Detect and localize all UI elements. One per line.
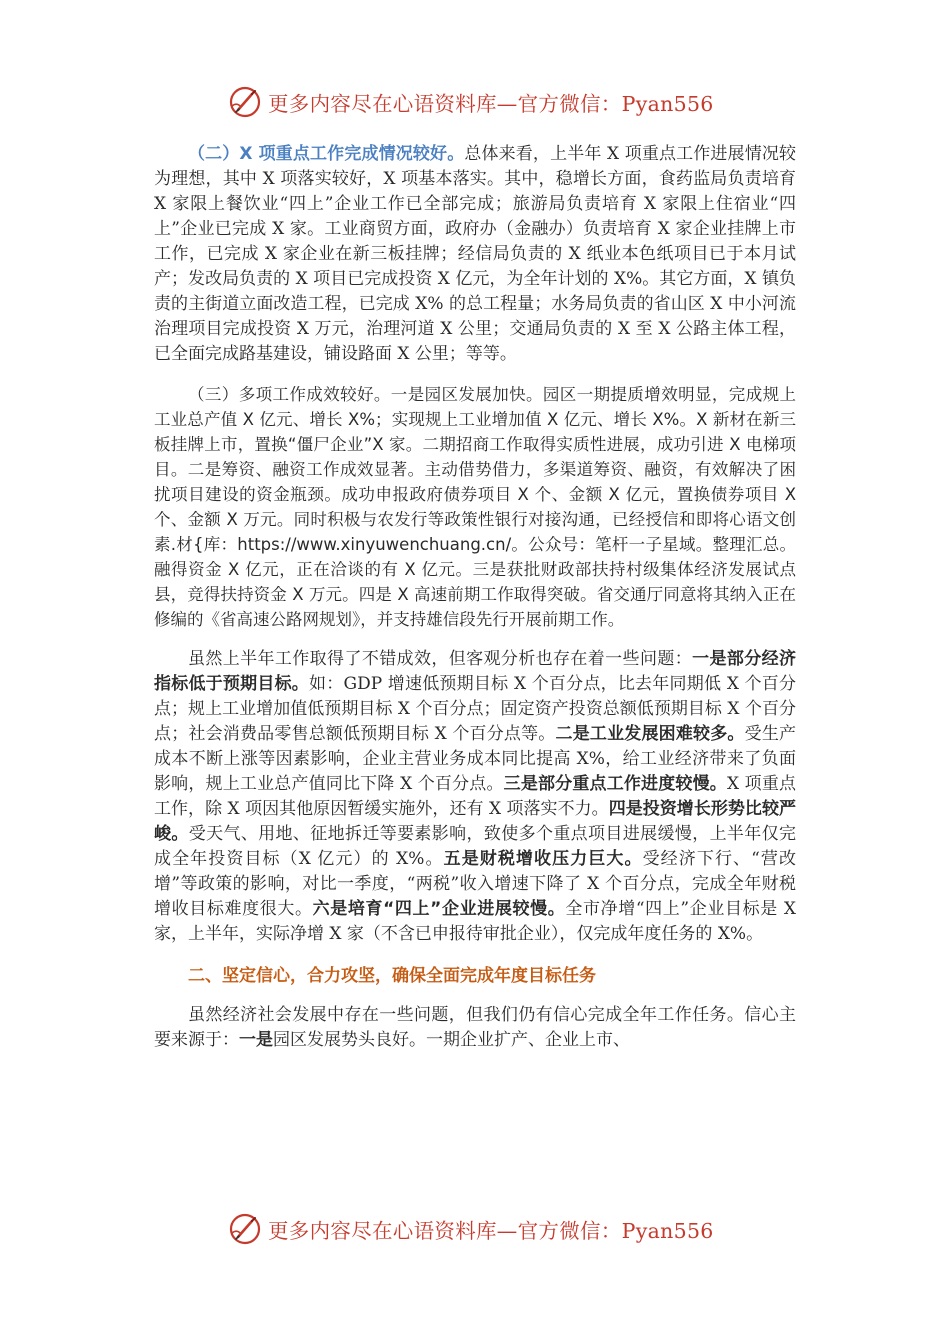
header-banner (228, 82, 748, 122)
text-run: 如：GDP 增速低预期目标 X 个百分点，比去年同期低 X 个百分点；规上工业增加值低预期目标 X 个百分点；固定资产投资总额低预期目标 X 个百分点；社会消费品零售总额低预期目标 X 个百分点等。 (154, 674, 796, 744)
document-body (154, 142, 796, 1053)
bold-run: 一是部分经济指标低于预期目标。 (154, 649, 797, 694)
text-run: 受经济下行、“营改增”等政策的影响，对比一季度，“两税”收入增速下降了 X 个百分点，完成全年财税增收目标难度很大。 (154, 849, 796, 919)
text-run: 虽然经济社会发展中存在一些问题，但我们仍有信心完成全年工作任务。信心主要来源于： (154, 1005, 796, 1050)
bold-run: 一是 (239, 1030, 273, 1050)
text-run: 全市净增“四上”企业目标是 X 家，上半年，实际净增 X 家（不含已申报待审批企业），仅完成年度任务的 X%。 (154, 899, 796, 944)
text-run: 受生产成本不断上涨等因素影响，企业主营业务成本同比提高 X%，给工业经济带来了负面影响，规上工业总产值同比下降 X 个百分点。 (154, 724, 797, 794)
text-run: X 项重点工作，除 X 项因其他原因暂缓实施外，还有 X 项落实不力。 (154, 774, 796, 819)
paragraph-confidence (154, 1003, 796, 1053)
bold-run: 四是投资增长形势比较严峻。 (154, 799, 796, 844)
paragraph-multiple-work: （三）多项工作成效较好。一是园区发展加快。园区一期提质增效明显，完成规上工业总产值 X 亿元、增长 X%；实现规上工业增加值 X 亿元、增长 X%。X 新材在新三板挂牌上市，置换“僵尸企业”X 家。二期招商工作取得实质性进展，成功引进 X 电梯项目。二是筹资、融资工作成效显著。主动借势借力，多渠道筹资、融资，有效解决了困扰项目建设的资金瓶颈。成功申报政府债券项目 X 个、金额 X 亿元，置换债券项目 X 个、金额 X 万元。同时积极与农发行等政策性银行对接沟通，已经授信和即将心语文创素.材{库：https://www.xinyuwenchuang.cn/。公众号：笔杆一子星域。整理汇总。融得资金 X 亿元，正在洽谈的有 X 亿元。三是获批财政部扶持村级集体经济发展试点县，竞得扶持资金 X 万元。四是 X 高速前期工作取得突破。省交通厅同意将其纳入正在修编的《省高速公路网规划》，并支持雄信段先行开展前期工作。 (154, 385, 796, 629)
text-run: 受天气、用地、征地拆迁等要素影响，致使多个重点项目进展缓慢，上半年仅完成全年投资目标（X 亿元）的 X%。 (154, 824, 797, 869)
pen-logo-icon (228, 1212, 262, 1246)
pen-logo-icon (228, 85, 262, 119)
paragraph-text: 总体来看，上半年 X 项重点工作进展情况较为理想，其中 X 项落实较好，X 项基本落实。其中，稳增长方面，食药监局负责培育 X 家限上餐饮业“四上”企业工作已全部完成；旅游局负责培育 X 家限上住宿业“四上”企业已完成 X 家。工业商贸方面，政府办（金融办）负责培育 X 家企业挂牌上市工作，已完成 X 家企业在新三板挂牌；经信局负责的 X 纸业本色纸项目已于本月试产；发改局负责的 X 项目已完成投资 X 亿元，为全年计划的 X%。其它方面，X 镇负责的主街道立面改造工程，已完成 X% 的总工程量；水务局负责的省山区 X 中小河流治理项目完成投资 X 万元，治理河道 X 公里；交通局负责的 X 至 X 公路主体工程，已全面完成路基建设，铺设路面 X 公里；等等。 (154, 144, 796, 364)
section-heading: 二、坚定信心，合力攻坚，确保全面完成年度目标任务 (188, 966, 596, 986)
text-run: 虽然上半年工作取得了不错成效，但客观分析也存在着一些问题： (188, 649, 693, 669)
bold-run: 六是培育“四上”企业进展较慢。 (312, 899, 566, 919)
banner-text: 更多内容尽在心语资料库—官方微信：Pyan556 (268, 92, 714, 116)
bold-run: 二是工业发展困难较多。 (555, 724, 745, 744)
paragraph-problems (154, 647, 796, 947)
paragraph-lead: （二）X 项重点工作完成情况较好。 (188, 144, 465, 164)
bold-run: 五是财税增收压力巨大。 (443, 849, 643, 869)
bold-run: 三是部分重点工作进度较慢。 (503, 774, 727, 794)
paragraph-key-work (154, 142, 796, 367)
footer-banner (228, 1209, 748, 1249)
banner-text: 更多内容尽在心语资料库—官方微信：Pyan556 (268, 1219, 714, 1243)
text-run: 园区发展势头良好。一期企业扩产、企业上市、 (273, 1030, 630, 1050)
